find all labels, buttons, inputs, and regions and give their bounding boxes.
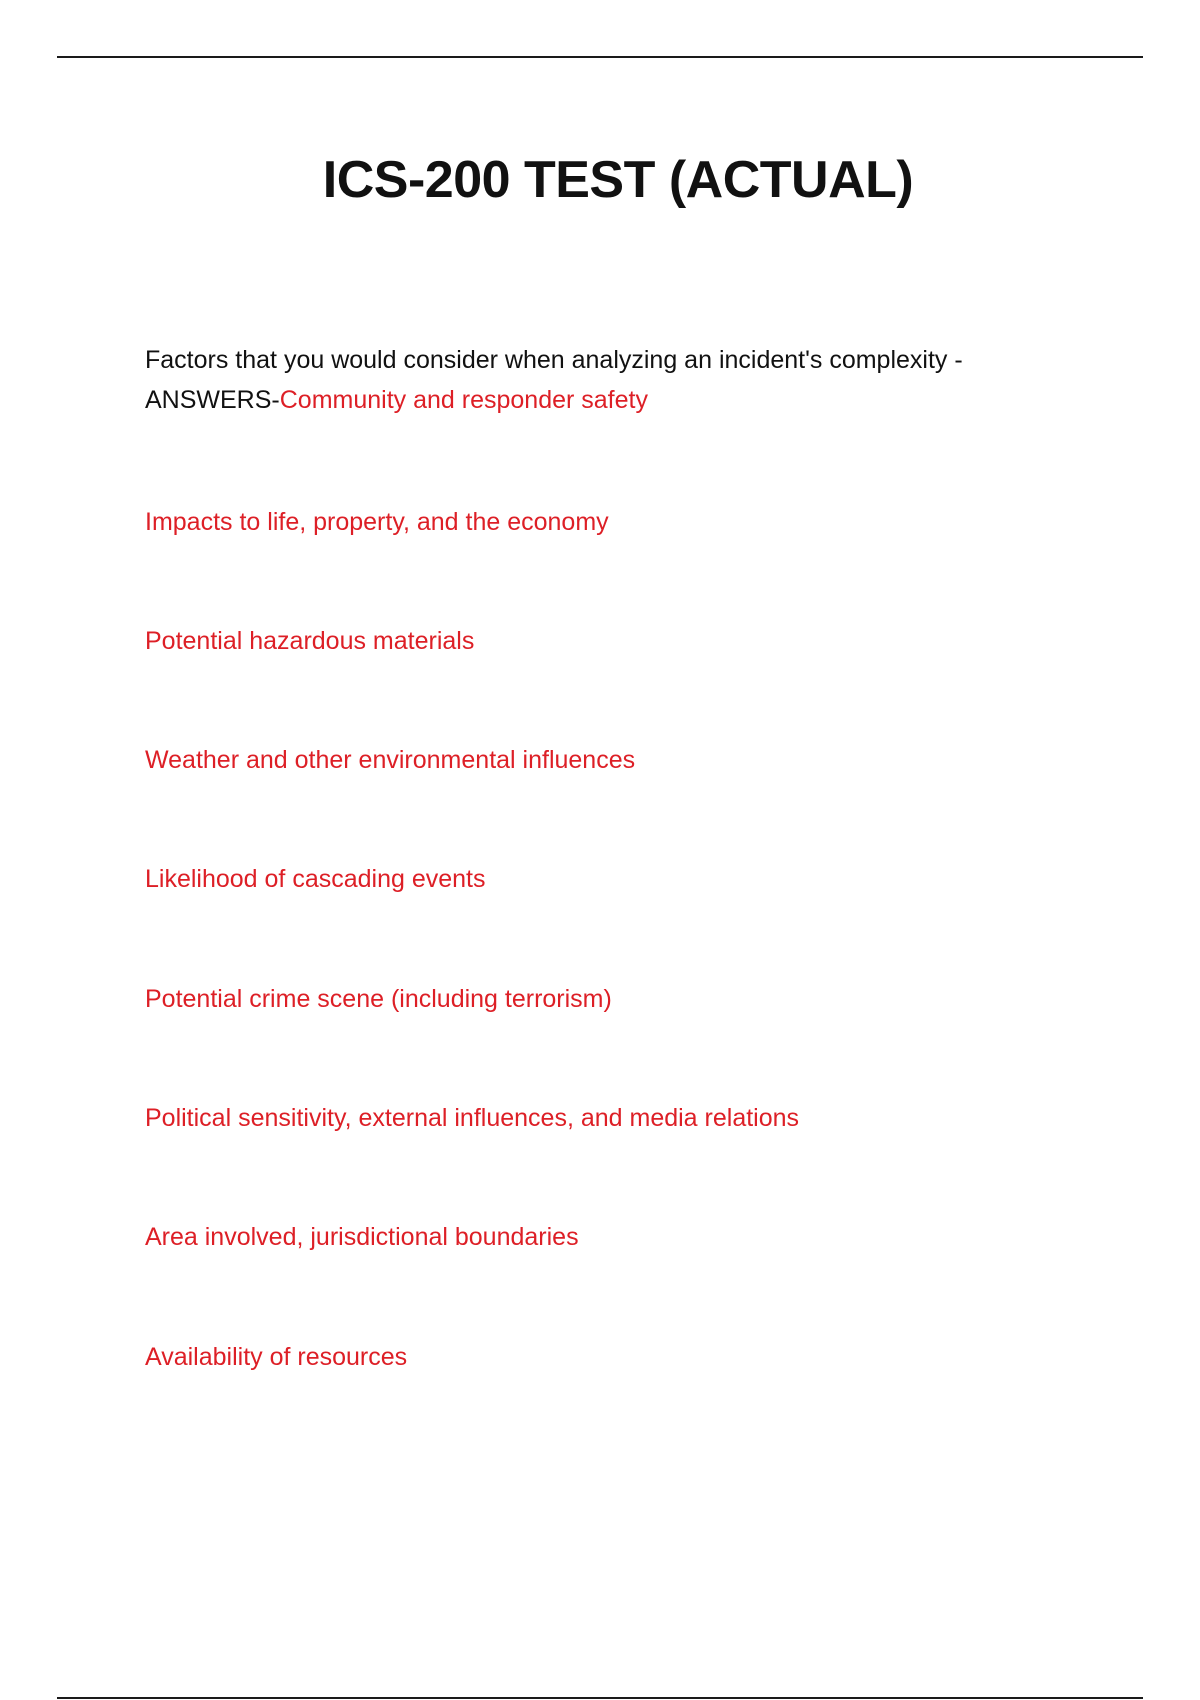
answer-item-9: Availability of resources: [145, 1343, 408, 1371]
answer-item-4: Weather and other environmental influences: [145, 746, 636, 774]
footer-rule: [57, 1697, 1143, 1699]
answer-item-1: Community and responder safety: [279, 386, 648, 414]
answer-item-7: Political sensitivity, external influences, and media relations: [145, 1104, 800, 1132]
header-rule: [57, 56, 1143, 58]
document-title: ICS-200 TEST (ACTUAL): [322, 151, 914, 209]
question-block: [145, 340, 1045, 420]
answer-item-2: Impacts to life, property, and the economy: [145, 508, 609, 536]
question-prompt: Factors that you would consider when analyzing an incident's complexity - ANSWERS-: [145, 346, 963, 414]
answer-item-5: Likelihood of cascading events: [145, 865, 486, 893]
answer-item-6: Potential crime scene (including terrorism): [145, 985, 612, 1013]
answer-item-3: Potential hazardous materials: [145, 627, 475, 655]
answer-item-8: Area involved, jurisdictional boundaries: [145, 1223, 579, 1251]
